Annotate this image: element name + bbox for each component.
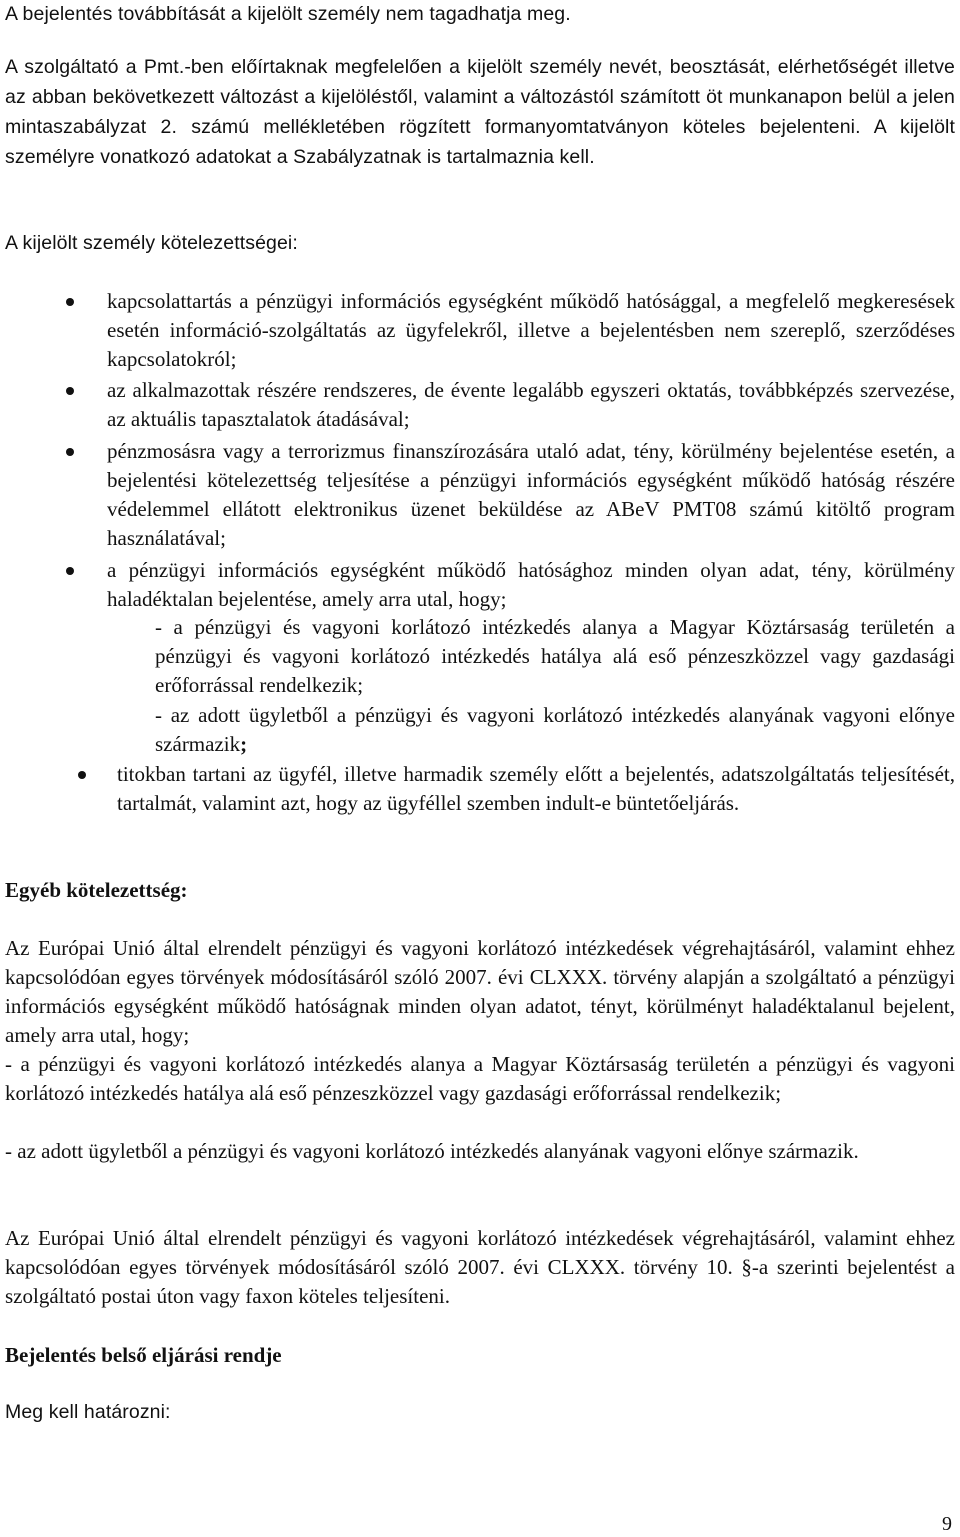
page-number: 9 xyxy=(942,1513,952,1535)
duty-text: pénzmosásra vagy a terrorizmus finanszírozására utaló adat, tény, körülmény bejelentése esetén, a bejelentési kötelezettség teljesítése a pénzügyi információs egységként működő hatóság részére védelemmel ellátott elektronikus üzenet beküldése az ABeV PMT08 számú kitöltő program használatával; xyxy=(107,439,955,550)
other-paragraph: Az Európai Unió által elrendelt pénzügyi és vagyoni korlátozó intézkedések végrehajtásáról, valamint ehhez kapcsolódóan egyes törvények módosításáról szóló 2007. évi CLXXX. törvény 10. §-a szerinti bejelentést a szolgáltató postai úton vagy faxon köteles teljesíteni. xyxy=(5,1226,955,1308)
duties-heading: A kijelölt személy kötelezettségei: xyxy=(5,232,298,254)
other-heading: Egyéb kötelezettség: xyxy=(5,878,188,902)
duty-sub-item-text: - az adott ügyletből a pénzügyi és vagyoni korlátozó intézkedés alanyának vagyoni előnye származik xyxy=(155,703,955,756)
bullet-icon xyxy=(66,298,74,306)
other-paragraph: Az Európai Unió által elrendelt pénzügyi és vagyoni korlátozó intézkedések végrehajtásáról, valamint ehhez kapcsolódóan egyes törvények módosításáról szóló 2007. évi CLXXX. törvény alapján a szolgáltató a pénzügyi információs egységként működő hatóságnak minden olyan adatot, tényt, körülményt haladéktalanul bejelent, amely arra utal, hogy; xyxy=(5,936,955,1047)
other-paragraph: - a pénzügyi és vagyoni korlátozó intézkedés alanya a Magyar Köztársaság területén a pénzügyi és vagyoni korlátozó intézkedés hatálya alá eső pénzeszközzel vagy gazdasági erőforrással rendelkezik; xyxy=(5,1052,955,1105)
duty-sub-item: - a pénzügyi és vagyoni korlátozó intézkedés alanya a Magyar Köztársaság területén a pénzügyi és vagyoni korlátozó intézkedés hatálya alá eső pénzeszközzel vagy gazdasági erőforrással rendelkezik; xyxy=(155,615,955,697)
intro-line: A bejelentés továbbítását a kijelölt személy nem tagadhatja meg. xyxy=(5,3,571,25)
bullet-icon xyxy=(66,387,74,395)
bullet-icon xyxy=(78,771,86,779)
duty-sub-item-end-mark: ; xyxy=(240,732,248,756)
procedure-heading: Bejelentés belső eljárási rendje xyxy=(5,1343,282,1367)
duty-text: a pénzügyi információs egységként működő hatósághoz minden olyan adat, tény, körülmény haladéktalan bejelentése, amely arra utal, hogy; xyxy=(107,558,955,611)
bullet-icon xyxy=(66,567,74,575)
duty-text: az alkalmazottak részére rendszeres, de évente legalább egyszeri oktatás, továbbképzés szervezése, az aktuális tapasztalatok átadásával; xyxy=(107,378,955,431)
duty-sub-item xyxy=(155,701,955,759)
intro-paragraph-text: A szolgáltató a Pmt.-ben előírtaknak megfelelően a kijelölt személy nevét, beosztását, elérhetőségét illetve az abban bekövetkezett változást a kijelöléstől, valamint a változástól számított öt munkanapon belül a jelen mintaszabályzat 2. számú mellékletében rögzített formanyomtatványon köteles bejelenteni. A kijelölt személyre vonatkozó adatokat a Szabályzatnak is tartalmaznia kell. xyxy=(5,56,955,168)
procedure-line: Meg kell határozni: xyxy=(5,1401,171,1423)
intro-paragraph xyxy=(5,52,955,172)
duty-text: titokban tartani az ügyfél, illetve harmadik személy előtt a bejelentés, adatszolgáltatás teljesítését, tartalmát, valamint azt, hogy az ügyféllel szemben indult-e büntetőeljárás. xyxy=(117,762,955,815)
other-paragraph: - az adott ügyletből a pénzügyi és vagyoni korlátozó intézkedés alanyának vagyoni előnye származik. xyxy=(5,1139,859,1163)
duty-text: kapcsolattartás a pénzügyi információs egységként működő hatósággal, a megfelelő megkeresések esetén információ-szolgáltatás az ügyfelekről, illetve a bejelentésben nem szereplő, szerződéses kapcsolatokról; xyxy=(107,289,955,371)
bullet-icon xyxy=(66,448,74,456)
